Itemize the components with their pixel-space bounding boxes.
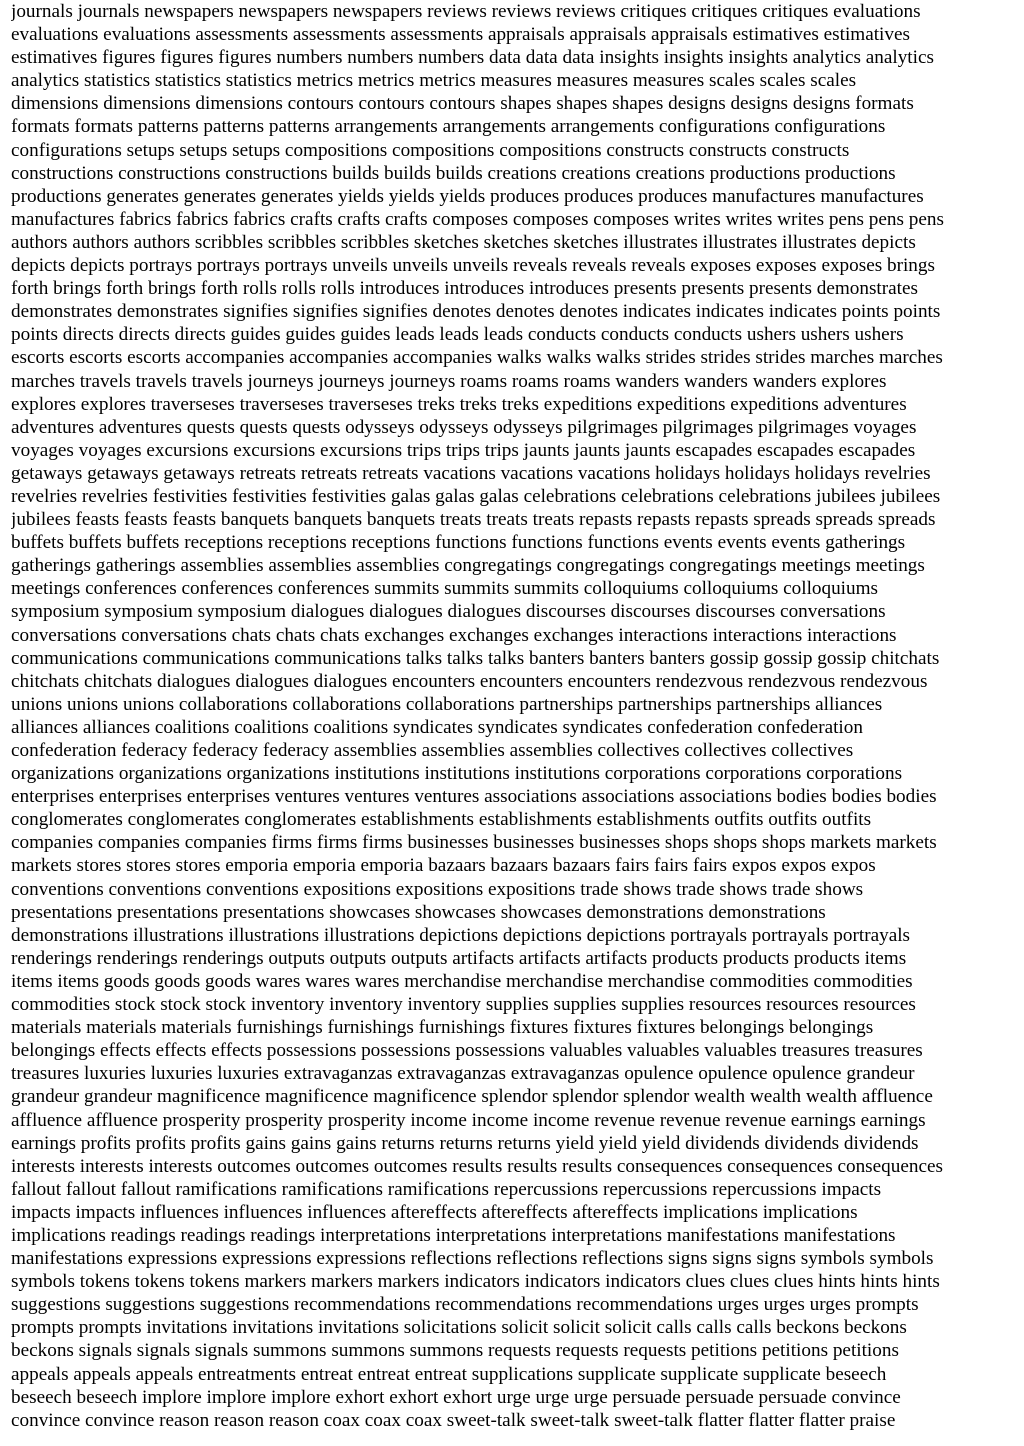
text-line: confederation federacy federacy federacy assemblies assemblies assemblies collectives collectives collectives (11, 740, 854, 761)
text-line: appeals appeals appeals entreatments entreat entreat entreat supplications supplicate supplicate supplicate beseech (11, 1363, 887, 1385)
text-line: formats formats patterns patterns patterns arrangements arrangements arrangements configurations configurations (11, 116, 886, 138)
text-line: treasures luxuries luxuries luxuries extravaganzas extravaganzas extravaganzas opulence opulence opulence grandeur (11, 1063, 915, 1085)
text-line: voyages voyages excursions excursions excursions trips trips trips jaunts jaunts jaunts escapades escapades escapades (11, 439, 916, 461)
text-line: adventures adventures quests quests quests odysseys odysseys odysseys pilgrimages pilgrimages pilgrimages voyages (11, 416, 917, 438)
text-line: markets stores stores stores emporia emporia emporia bazaars bazaars bazaars fairs fairs fairs expos expos expos (11, 855, 876, 877)
text-line: organizations organizations organizations institutions institutions institutions corporations corporations corporations (11, 763, 903, 785)
text-line: dimensions dimensions dimensions contours contours contours shapes shapes shapes designs designs designs formats (11, 93, 914, 115)
text-line: communications communications communications talks talks talks banters banters banters gossip gossip gossip chitchats (11, 647, 940, 669)
text-line: beseech beseech implore implore implore exhort exhort exhort urge urge urge persuade persuade persuade convince (11, 1386, 901, 1408)
text-line: fallout fallout fallout ramifications ramifications ramifications repercussions repercussions repercussions impacts (11, 1178, 882, 1200)
text-line: commodities stock stock stock inventory inventory inventory supplies supplies supplies resources resources resources (11, 994, 916, 1016)
text-line: affluence affluence prosperity prosperity prosperity income income income revenue revenue revenue earnings earnings (11, 1109, 926, 1131)
text-line: evaluations evaluations assessments assessments assessments appraisals appraisals appraisals estimatives estimatives (11, 24, 910, 46)
text-line: revelries revelries festivities festivities festivities galas galas galas celebrations celebrations celebrations jubilees jubilees (11, 485, 941, 507)
text-line: configurations setups setups setups compositions compositions compositions constructs constructs constructs (11, 139, 850, 161)
text-line: meetings conferences conferences conferences summits summits summits colloquiums colloquiums colloquiums (11, 578, 878, 600)
text-line: authors authors authors scribbles scribbles scribbles sketches sketches sketches illustrates illustrates illustrates depicts (11, 231, 916, 253)
text-line: gatherings gatherings assemblies assemblies assemblies congregatings congregatings congregatings meetings meetings (11, 555, 925, 577)
text-line: beckons signals signals signals summons summons summons requests requests requests petitions petitions petitions (11, 1340, 899, 1362)
text-line: constructions constructions constructions builds builds builds creations creations creations productions productions (11, 162, 896, 184)
text-line: productions generates generates generates yields yields yields produces produces produces manufactures manufactures (11, 185, 924, 207)
text-line: demonstrates demonstrates signifies signifies signifies denotes denotes denotes indicates indicates indicates points points (11, 301, 941, 323)
text-line: analytics statistics statistics statistics metrics metrics metrics measures measures measures scales scales scales (11, 70, 857, 92)
text-line: demonstrations illustrations illustrations illustrations depictions depictions depictions portrayals portrayals portrayals (11, 924, 911, 946)
text-line: presentations presentations presentations showcases showcases showcases demonstrations demonstrations (11, 901, 826, 923)
text-line: symposium symposium symposium dialogues dialogues dialogues discourses discourses discourses conversations (11, 601, 886, 623)
text-line: interests interests interests outcomes outcomes outcomes results results results consequences consequences consequences (11, 1155, 943, 1177)
text-line: unions unions unions collaborations collaborations collaborations partnerships partnerships partnerships alliances (11, 693, 883, 715)
text-line: conversations conversations chats chats chats exchanges exchanges exchanges interactions interactions interactions (11, 624, 897, 646)
text-line: prompts prompts invitations invitations invitations solicitations solicit solicit solicit calls calls calls beckons beckons (11, 1317, 907, 1339)
text-line: renderings renderings renderings outputs outputs outputs artifacts artifacts artifacts products products products items (11, 947, 907, 969)
text-line: suggestions suggestions suggestions recommendations recommendations recommendations urges urges urges prompts (11, 1294, 919, 1316)
text-line: conventions conventions conventions expositions expositions expositions trade shows trade shows trade shows (11, 878, 864, 900)
text-line: getaways getaways getaways retreats retreats retreats vacations vacations vacations holidays holidays holidays revelries (11, 462, 931, 484)
text-line: manufactures fabrics fabrics fabrics crafts crafts crafts composes composes composes writes writes writes pens pens pens (11, 208, 944, 230)
text-line: impacts impacts influences influences influences aftereffects aftereffects aftereffects implications implications (11, 1201, 858, 1223)
text-line: journals journals newspapers newspapers newspapers reviews reviews reviews critiques critiques critiques evaluations (11, 1, 921, 22)
text-line: earnings profits profits profits gains gains gains returns returns returns yield yield yield dividends dividends dividends (11, 1132, 919, 1154)
text-line: depicts depicts portrays portrays portrays unveils unveils unveils reveals reveals reveals exposes exposes exposes brings (11, 255, 935, 277)
text-line: items items goods goods goods wares wares wares merchandise merchandise merchandise commodities commodities (11, 970, 913, 992)
text-line: belongings effects effects effects possessions possessions possessions valuables valuables valuables treasures treasures (11, 1040, 923, 1062)
text-line: companies companies companies firms firms firms businesses businesses businesses shops shops shops markets markets (11, 832, 937, 854)
text-line: marches travels travels travels journeys journeys journeys roams roams roams wanders wanders wanders explores (11, 370, 887, 392)
text-line: conglomerates conglomerates conglomerates establishments establishments establishments outfits outfits outfits (11, 809, 872, 831)
text-line: grandeur grandeur magnificence magnificence magnificence splendor splendor splendor wealth wealth wealth affluence (11, 1086, 933, 1108)
text-line: implications readings readings readings interpretations interpretations interpretations manifestations manifestations (11, 1224, 896, 1246)
text-line: convince convince reason reason reason coax coax coax sweet-talk sweet-talk sweet-talk flatter flatter flatter praise (11, 1409, 896, 1431)
text-line: jubilees feasts feasts feasts banquets banquets banquets treats treats treats repasts repasts repasts spreads spreads spreads (11, 509, 936, 531)
text-line: explores explores traverseses traverseses traverseses treks treks treks expeditions expeditions expeditions adventures (11, 393, 907, 415)
text-line: symbols tokens tokens tokens markers markers markers indicators indicators indicators clues clues clues hints hints hints (11, 1271, 940, 1293)
text-line: estimatives figures figures figures numbers numbers numbers data data data insights insights insights analytics analytics (11, 47, 934, 69)
text-line: manifestations expressions expressions expressions reflections reflections reflections signs signs signs symbols symbols (11, 1248, 934, 1270)
text-line: points directs directs directs guides guides guides leads leads leads conducts conducts conducts ushers ushers ushers (11, 324, 904, 346)
text-line: materials materials materials furnishings furnishings furnishings fixtures fixtures fixtures belongings belongings (11, 1017, 874, 1039)
text-line: forth brings forth brings forth rolls rolls rolls introduces introduces introduces presents presents presents demonstrates (11, 278, 918, 300)
text-line: enterprises enterprises enterprises ventures ventures ventures associations associations associations bodies bodies bodies (11, 786, 937, 808)
text-line: buffets buffets buffets receptions receptions receptions functions functions functions events events events gatherings (11, 532, 906, 554)
text-line: alliances alliances coalitions coalitions coalitions syndicates syndicates syndicates confederation confederation (11, 716, 863, 738)
text-line: chitchats chitchats dialogues dialogues dialogues encounters encounters encounters rendezvous rendezvous rendezvous (11, 670, 928, 692)
document-page (11, 0, 1017, 1446)
text-line: escorts escorts escorts accompanies accompanies accompanies walks walks walks strides strides strides marches marches (11, 347, 943, 369)
